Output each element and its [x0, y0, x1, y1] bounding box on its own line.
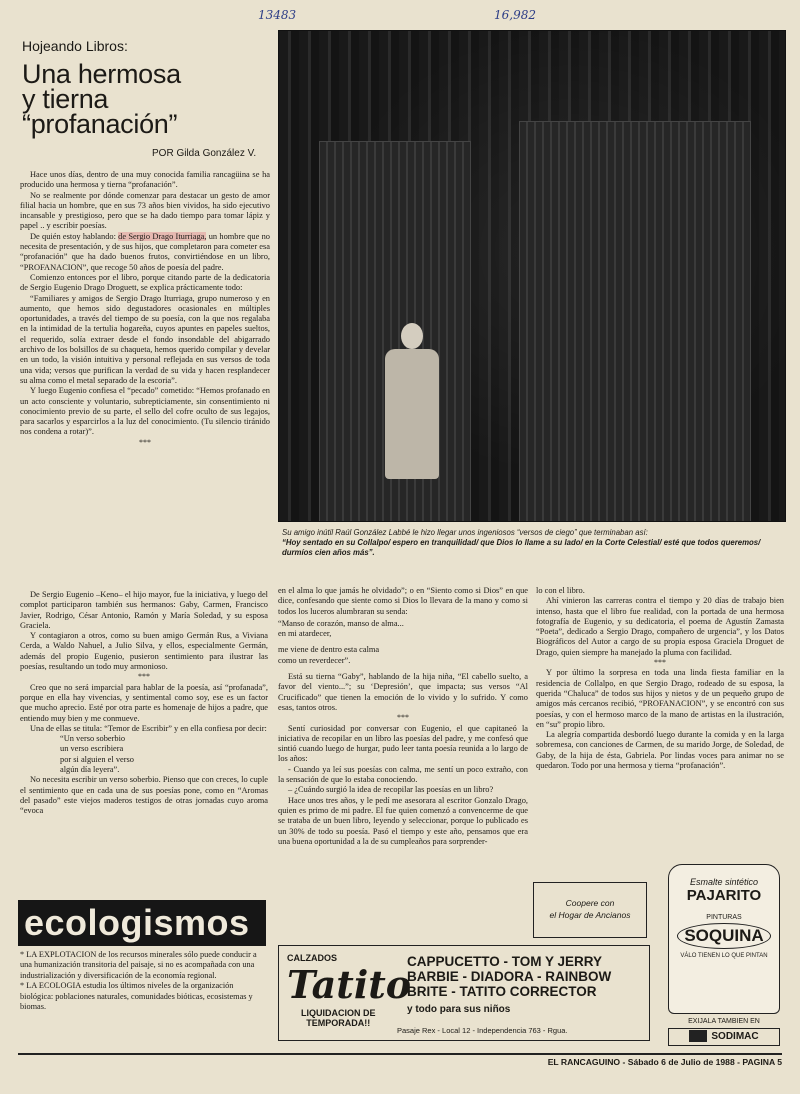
paragraph: No necesita escribir un verso soberbio. Pienso que con creces, lo cuple el sentimiento que en cada una de sus poesías pone, como en “Aromas del pasado” este viejos maderos testigos de otras jornadas cuyo aroma “evoca [20, 775, 268, 816]
tatito-kids: y todo para sus niños [407, 1004, 511, 1015]
paragraph: No se realmente por dónde comenzar para destacar un gesto de amor filial hacia un hombre, que en sus 73 años bien vividos, ha sido ejecutivo incansable y prestigioso, pero que se ha dado tiempo para tomar lápiz y papel .. y escribir poesías. [20, 190, 270, 231]
quote-line: me viene de dentro esta calma [278, 645, 380, 655]
ecologismos-banner [18, 900, 266, 946]
paragraph-text: un hombre que no necesita de presentación, y de sus hijos, que completaron para cometer esa “profanación” que ha dado buenos frutos, convirtiéndose en un libro, “PROFANACION”, que recoge 50 años de poesía del padre. [20, 231, 270, 272]
quote-line: “Manso de corazón, manso de alma... [278, 618, 404, 628]
pajarito-paint-can [668, 864, 780, 1014]
paragraph: Hace unos días, dentro de una muy conocida familia rancagüina se ha producido una hermosa y tierna “profanación”. [20, 170, 270, 190]
sodimac-box [668, 1028, 780, 1046]
byline: POR Gilda González V. [152, 148, 257, 159]
paragraph: La alegría compartida desbordó luego durante la comida y en la larga sobremesa, con canciones de Carmen, de su marido Jorge, de Soledad, de Gaby, de la hija de ésta, Gabriela. Por lindas voces para animar no se quedaron. Todo por una hermosa y tierna “profanación”. [536, 730, 784, 771]
tatito-sale [301, 1008, 376, 1028]
article-column-2 [278, 586, 528, 892]
poem-line: por si alguien el verso [60, 754, 134, 764]
headline-line-2: y tierna [22, 84, 109, 114]
pajarito-pinturas: PINTURAS [706, 914, 742, 921]
poem-quote [20, 734, 268, 775]
photo-caption-verse: “Hoy sentado en su Collalpo/ espero en tranquilidad/ que Dios lo llame a su lado/ en la Corte Celestial/ esté que todos queremos/ durmíos cien años más”. [282, 538, 761, 557]
coopere-line: Coopere con [565, 898, 615, 908]
ecologismos-item: * LA ECOLOGIA estudia los últimos niveles de la organización biológica: poblaciones naturales, comunidades bióticas, ecosistemas y biomas. [20, 981, 253, 1012]
handwritten-number-left: 13483 [258, 8, 297, 22]
tatito-brand-line: CAPPUCETTO - TOM Y JERRY [407, 954, 603, 969]
separator-stars: *** [654, 658, 666, 668]
poem-line: algún día leyera”. [60, 765, 120, 775]
paragraph: Y luego Eugenio confiesa el “pecado” cometido: “Hemos profanado en un acto consciente y voluntario, subrepticiamente, sin consentimiento ni conocimiento previo de su parte, el sello del cofre oculto de sus legajos, para sacarlos y esparcirlos a la luz del conocimiento. (Tu silencio tiránido nos condena a rotar)”. [20, 386, 270, 437]
pajarito-slogan: VÁLO TIENEN LO QUE PINTAN [680, 953, 768, 959]
handwritten-number-right: 16,982 [494, 8, 536, 22]
photo-man-body [385, 349, 439, 479]
ecologismos-item: * LA EXPLOTACION de los recursos minerales sólo puede conducir a una humanización transitoria del paisaje, si no es acompañada con una industrialización y diversificación de la economía regional. [20, 950, 257, 980]
paragraph: Sentí curiosidad por conversar con Eugenio, el que capitaneó la iniciativa de recopilar en un libro las poesías del padre, y me confesó que sintió cuando luego de hurgar, pudo leer tanta poesía reunida a lo largo de los años: [278, 723, 528, 764]
paragraph: – ¿Cuándo surgió la idea de recopilar las poesías en un libro? [288, 785, 494, 795]
paragraph: Y contagiaron a otros, como su buen amigo Germán Rus, a Viviana Cerda, a Waldo Nahuel, a Julio Silva, y ellos, especialmente Germán, además del propio Eugenio, pusieron sentimiento para ilustrar las poesías, resultando un todo muy armonioso. [20, 631, 268, 672]
headline-line-3: “profanación” [22, 109, 178, 139]
tatito-brand-line: BARBIE - DIADORA - RAINBOW [407, 969, 612, 984]
tatito-address: Pasaje Rex - Local 12 - Independencia 763 - Rgua. [397, 1026, 568, 1035]
headline-line-1: Una hermosa [22, 59, 181, 89]
coopere-box [533, 882, 647, 938]
separator-stars: *** [138, 672, 150, 682]
pajarito-brand: PAJARITO [686, 887, 762, 904]
poem-line: un verso escribiera [60, 744, 124, 754]
separator-stars: *** [397, 713, 409, 723]
tatito-ad [278, 945, 650, 1041]
paragraph: Está su tierna “Gaby”, hablando de la hija niña, “El cabello suelto, a favor del viento...”; su ‘Depresión’, que impacta; sus versos “Al Crucificado” que tienen la emoción de lo vivido y lo sufrido. Y como esas, tantos otros. [278, 672, 528, 712]
poem-line: “Un verso soberbio [60, 734, 126, 744]
paragraph: Hace unos tres años, y le pedí me asesorara al escritor Gonzalo Drago, quien es primo de mi padre. El fue quien comenzó a convencerme de que se trataba de un buen libro, leyendo y seleccionar, porque lo publicado es un 30% de todo su poesía. Pasó el tiempo y este año, pensamos que era una buena oportunidad a la de su cumpleaños para sorprender- [278, 795, 528, 846]
quote-block [278, 645, 528, 666]
soquina-logo: SOQUINA [677, 923, 771, 949]
paragraph: - Cuando ya leí sus poesías con calma, me sentí un poco extraño, con la sensación de que lo estaba conociendo. [278, 764, 528, 785]
paragraph: Y por último la sorpresa en toda una linda fiesta familiar en la residencia de Collalpo, en que Sergio Drago, rodeado de su esposa, la querida “Chaluca” de todos sus hijos y nietos y de un pequeño grupo de amigos más cercanos recibió, “PROFANACION”, y se encontró con sus poesías, y con el hermoso marco de la mano de artistas en la ilustración, en “su” propio libro. [536, 668, 784, 729]
paragraph: Creo que no será imparcial para hablar de la poesía, así “profanada”, porque en ella hay vivencias, y sentimental como soy, ese es un factor que mucho aprecio. Esté por otra parte es homenaje de hijos a padre, que entiendo muy bien y me conmueve. [20, 682, 268, 723]
paragraph: Ahí vinieron las carreras contra el tiempo y 20 días de trabajo bien intenso, hasta que el libro fue realidad, con la portada de una hermosa fotografía de Eugenio, y su dedicatoria, el poema de Agustín Zamasta “Poeta”, dedicado a Sergio Drago, compañero de urgencia”, y los Datos Biográficos del Autor a cargo de su propia esposa Graciela Droguet de Drago, quien siempre ha manejado la pluma con facilidad. [536, 596, 784, 657]
sodimac-logo-icon [689, 1030, 707, 1042]
tatito-sale-line: LIQUIDACION DE [301, 1008, 376, 1018]
paragraph: Una de ellas se titula: “Temor de Escribir” y en ella confiesa por decir: [30, 723, 267, 733]
highlighted-name: de Sergio Drago Iturriaga, [118, 231, 207, 241]
pajarito-label [669, 877, 779, 959]
quote-line: como un reverdecer”. [278, 655, 351, 665]
photo-caption-credit: Su amigo inútil Raúl González Labbé le hizo llegar unos ingeniosos “versos de ciego” que terminaban así: [282, 528, 648, 537]
section-label: Hojeando Libros: [22, 38, 128, 54]
ecologismos-text [20, 950, 266, 1012]
tatito-calzados: CALZADOS [287, 953, 337, 963]
paragraph: De Sergio Eugenio –Keno– el hijo mayor, fue la iniciativa, y luego del complot participaron también sus hermanos: Gaby, Carmen, Francisco Javier, Rodrigo, César Antonio, Ramón y María Soledad, y su esposa Graciela. [20, 590, 268, 630]
paragraph: “Familiares y amigos de Sergio Drago Iturriaga, grupo numeroso y en aumento, que hemos sido degustadores ocasionales en múltiples oportunidades, a través del tiempo de su poesía, con la que nos regalaba en la intimidad de la tertulia hogareña, cuyos apuntes en papeles sueltos, el requerido, solía extraer desde el fondo insondable del abigarrado archivo de los bolsillos de su chaqueta, hemos querido compilar y develar en un todo, la visión intuitiva y personal reflejada en sus versos de toda una vida; versos que purifican la verdad de su vida y hacen resplandecer su alma como el metal separado de la escoria”. [20, 293, 270, 385]
separator-stars: *** [139, 437, 151, 447]
paragraph [20, 232, 270, 273]
footer-rule [18, 1053, 782, 1055]
pajarito-exijala: EXIJALA TAMBIEN EN [688, 1018, 760, 1025]
ecologismos-title: ecologismos [24, 902, 250, 943]
coopere-text [534, 897, 646, 921]
paragraph: lo con el libro. [536, 586, 585, 595]
article-photo [278, 30, 786, 522]
photo-man-head [401, 323, 423, 349]
paragraph: Comienzo entonces por el libro, porque citando parte de la dedicatoria de Sergio Eugenio Drago Droguett, se explica prácticamente todo: [20, 272, 270, 293]
article-column-3 [536, 586, 784, 851]
paragraph: en el alma lo que jamás he olvidado”; o en “Siento como si Dios” en que dice, confesando que siente como si Dios lo llevara de la mano y como si todos los luceros alumbraran su senda: [278, 586, 528, 616]
article-column-1-bottom [20, 590, 268, 895]
page-footer: EL RANCAGUINO - Sábado 6 de Julio de 1988 - PAGINA 5 [547, 1057, 782, 1067]
tatito-logo: Tatito [287, 962, 412, 1007]
pajarito-esmalte: Esmalte sintético [689, 877, 759, 887]
tatito-sale-line: TEMPORADA!! [306, 1018, 371, 1028]
sodimac-label: SODIMAC [711, 1031, 759, 1042]
tatito-brands [407, 954, 611, 999]
coopere-line: el Hogar de Ancianos [549, 910, 631, 920]
photo-caption [282, 528, 782, 558]
quote-block [278, 619, 528, 640]
paragraph-text: De quién estoy hablando: [30, 231, 119, 241]
photo-doorway [519, 121, 751, 522]
quote-line: en mi atardecer, [278, 629, 332, 639]
headline [22, 59, 181, 139]
tatito-brand-line: BRITE - TATITO CORRECTOR [407, 984, 597, 999]
article-column-1-top [20, 170, 270, 590]
